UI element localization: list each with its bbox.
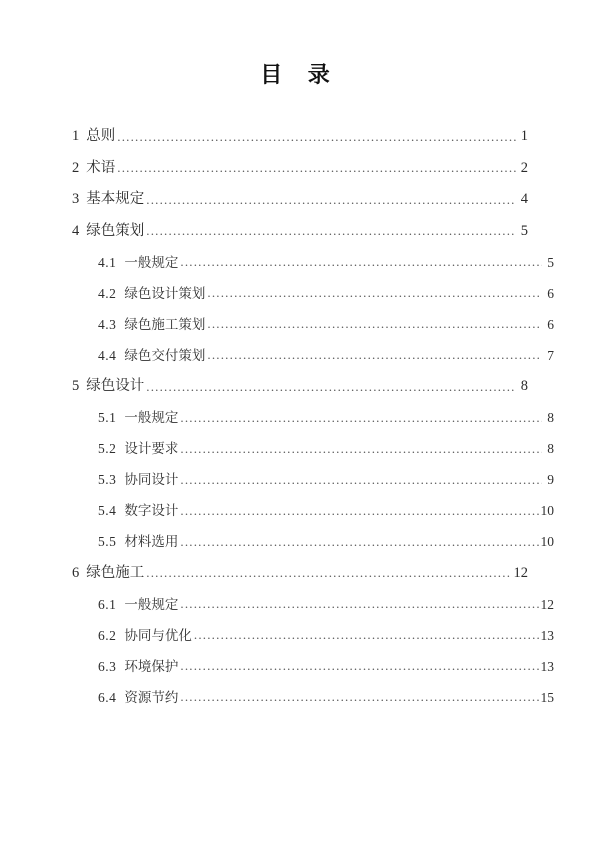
toc-entry-number: 2 (72, 159, 80, 176)
toc-entry-page: 15 (540, 689, 554, 705)
toc-entry-number: 6.3 (98, 658, 117, 674)
toc-entry-page: 8 (547, 410, 554, 425)
toc-entry-label: 一般规定 (124, 254, 179, 270)
toc-entry-label: 协同设计 (124, 472, 179, 487)
toc-entry[interactable] (72, 317, 554, 331)
toc-entry-label: 绿色设计 (86, 378, 145, 394)
toc-entry-number: 3 (72, 191, 80, 207)
toc-leader-dots (117, 161, 516, 173)
toc-entry-label: 绿色策划 (86, 222, 145, 239)
toc-entry-number: 4.4 (98, 347, 117, 363)
toc-entry-page: 5 (547, 254, 554, 270)
toc-entry-page: 10 (540, 534, 554, 549)
toc-entry-label: 绿色施工策划 (124, 316, 206, 332)
toc-entry-label: 材料选用 (124, 534, 179, 549)
toc-entry[interactable] (72, 659, 554, 673)
toc-entry[interactable] (72, 161, 528, 176)
toc-entry[interactable] (72, 224, 528, 239)
toc-entry-number: 4.2 (98, 285, 117, 301)
toc-entry-number: 6.4 (98, 689, 117, 705)
toc-leader-dots (180, 659, 538, 671)
toc-entry-number: 5.2 (98, 441, 117, 456)
toc-entry[interactable] (72, 286, 554, 300)
toc-entry[interactable] (72, 504, 554, 518)
toc-leader-dots (146, 224, 516, 236)
toc-entry-label: 术语 (86, 159, 116, 176)
toc-entry-number: 5.4 (98, 503, 117, 518)
toc-leader-dots (207, 286, 542, 298)
toc-leader-dots (180, 535, 538, 547)
toc-leader-dots (180, 504, 538, 516)
toc-entry-label: 资源节约 (124, 689, 179, 705)
toc-entry-label: 环境保护 (124, 658, 179, 674)
toc-entry-page: 13 (540, 658, 554, 674)
toc-entry-number: 4.3 (98, 316, 117, 332)
toc-entry-page: 4 (520, 191, 528, 207)
toc-leader-dots (207, 348, 542, 360)
toc-entry-page: 6 (547, 316, 554, 332)
toc-entry-number: 5.3 (98, 472, 117, 487)
toc-leader-dots (180, 690, 538, 702)
toc-entry[interactable] (72, 535, 554, 549)
toc-entry[interactable] (72, 192, 528, 207)
toc-leader-dots (180, 597, 538, 609)
toc-entry-page: 5 (520, 222, 528, 239)
toc-entry[interactable] (72, 473, 554, 487)
toc-leader-dots (180, 411, 542, 423)
toc-leader-dots (180, 442, 542, 454)
toc-entry[interactable] (72, 442, 554, 456)
toc-entry-label: 一般规定 (124, 596, 179, 612)
toc-entry[interactable] (72, 566, 528, 581)
toc-entry-number: 5.5 (98, 534, 117, 549)
toc-entry-page: 7 (547, 347, 554, 363)
toc-entry-page: 8 (547, 441, 554, 456)
toc-entry-page: 13 (540, 627, 554, 643)
toc-leader-dots (146, 566, 511, 578)
toc-entry-number: 6.2 (98, 627, 117, 643)
toc-leader-dots (180, 473, 542, 485)
page-title: 目 录 (260, 62, 340, 87)
toc-entry-page: 12 (513, 564, 528, 581)
toc-entry-label: 数字设计 (124, 503, 179, 518)
toc-entry-number: 6.1 (98, 596, 117, 612)
toc-entry-number: 4.1 (98, 254, 117, 270)
toc-entry-label: 总则 (86, 128, 116, 144)
toc-entry-page: 8 (520, 378, 528, 394)
toc-entry[interactable] (72, 597, 554, 611)
toc-entry[interactable] (72, 628, 554, 642)
toc-leader-dots (207, 317, 542, 329)
toc-leader-dots (146, 380, 516, 392)
toc-entry-label: 设计要求 (124, 441, 179, 456)
toc-entry[interactable] (72, 690, 554, 704)
toc-entry-label: 协同与优化 (124, 627, 192, 643)
document-page (0, 58, 600, 858)
toc-entry[interactable] (72, 129, 528, 144)
toc-entry-page: 10 (540, 503, 554, 518)
toc-entry[interactable] (72, 348, 554, 362)
toc-entry-number: 5.1 (98, 410, 117, 425)
toc-entry[interactable] (72, 379, 528, 394)
toc-leader-dots (180, 255, 542, 267)
toc-entry-label: 基本规定 (86, 191, 145, 207)
toc-entry-label: 绿色设计策划 (124, 285, 206, 301)
toc-entry-number: 5 (72, 378, 80, 394)
toc-leader-dots (117, 130, 516, 142)
toc-entry-number: 1 (72, 128, 80, 144)
toc-entry-number: 6 (72, 564, 80, 581)
toc-entry-label: 一般规定 (124, 410, 179, 425)
toc-entry-label: 绿色施工 (86, 564, 145, 581)
toc-entry-page: 2 (520, 159, 528, 176)
table-of-contents (72, 128, 554, 705)
toc-entry-label: 绿色交付策划 (124, 347, 206, 363)
toc-entry-page: 6 (547, 285, 554, 301)
toc-entry-page: 1 (520, 128, 528, 144)
toc-entry-number: 4 (72, 222, 80, 239)
toc-entry-page: 9 (547, 472, 554, 487)
toc-entry[interactable] (72, 255, 554, 269)
toc-leader-dots (146, 193, 516, 205)
toc-entry-page: 12 (540, 596, 554, 612)
toc-leader-dots (194, 628, 539, 640)
toc-entry[interactable] (72, 411, 554, 425)
